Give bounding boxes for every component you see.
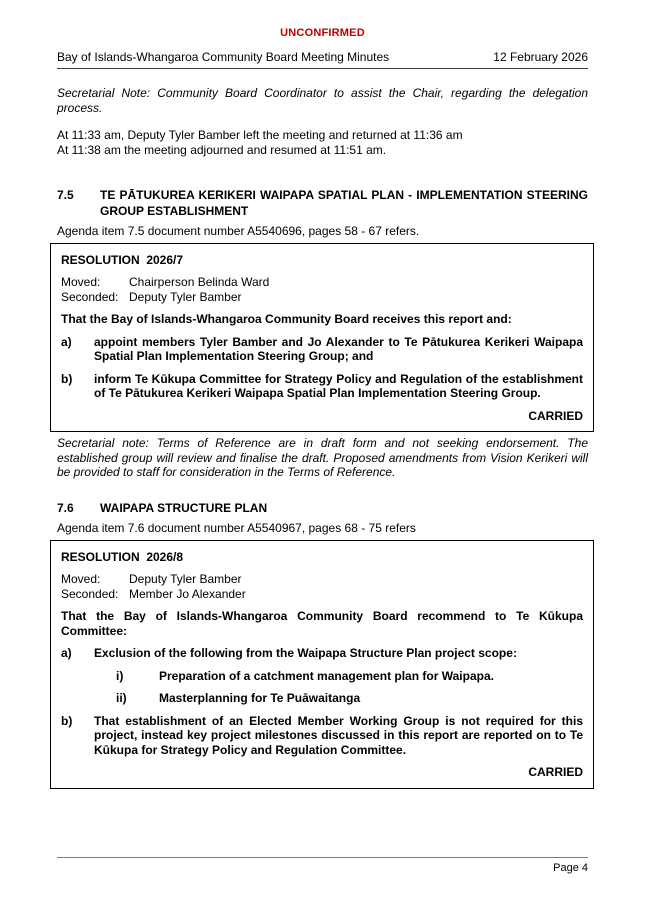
section-heading-7-6 [57,501,588,517]
moved-value: Deputy Tyler Bamber [129,572,242,586]
sub-item-ii [116,691,583,706]
item-text: That establishment of an Elected Member Working Group is not required for this project, instead key project milestones discussed in this report are reported on to Te Kūkupa for Strategy Policy and Regulation Committee. [94,713,583,757]
item-text: Exclusion of the following from the Waipapa Structure Plan project scope: [94,646,517,660]
item-text: Masterplanning for Te Puāwaitanga [159,691,361,705]
seconded-label: Seconded: [61,289,119,304]
heading-title: TE PĀTUKUREA KERIKERI WAIPAPA SPATIAL PLAN - IMPLEMENTATION STEERING GROUP ESTABLISHMENT [100,188,588,218]
header-title: Bay of Islands-Whangaroa Community Board Meeting Minutes [57,49,390,64]
header-date: 12 February 2026 [493,49,588,64]
seconded-value: Member Jo Alexander [129,586,246,601]
time-note: At 11:38 am the meeting adjourned and resumed at 11:51 am. [57,142,387,157]
item-marker: b) [61,713,73,728]
item-marker: ii) [116,691,127,705]
item-marker: a) [61,646,72,660]
item-marker: b) [61,371,73,386]
sub-item-list [116,669,583,706]
outcome-carried: CARRIED [528,765,583,779]
resolution-box-2026-7 [50,243,594,433]
item-text: Preparation of a catchment management plan for Waipapa. [159,668,494,683]
resolution-box-2026-8 [50,540,594,789]
resolution-item-b [61,714,583,758]
resolution-item-a [61,646,583,661]
heading-title: WAIPAPA STRUCTURE PLAN [100,500,268,515]
page-footer [57,857,588,876]
resolution-title: RESOLUTION 2026/8 [61,549,184,564]
post-resolution-note: Secretarial note: Terms of Reference are in draft form and not seeking endorsement. The established group will review and finalise the draft. Proposed amendments from Vision Kerikeri will be provided to staff for consideration in the Terms of Reference. [57,436,588,479]
moved-value: Chairperson Belinda Ward [129,275,270,289]
movers-block [61,275,583,304]
section-heading-7-5 [57,188,588,219]
agenda-reference: Agenda item 7.5 document number A5540696, pages 58 - 67 refers. [57,224,420,238]
resolution-item-b [61,372,583,401]
seconded-value: Deputy Tyler Bamber [129,289,242,304]
heading-number: 7.5 [57,188,74,202]
seconded-label: Seconded: [61,586,119,601]
item-marker: a) [61,334,72,349]
item-text: inform Te Kūkupa Committee for Strategy Policy and Regulation of the establishment of Te Pātukurea Kerikeri Waipapa Spatial Plan Implementation Steering Group. [94,371,583,400]
document-header [57,50,588,70]
page-number: Page 4 [553,862,588,874]
resolution-title: RESOLUTION 2026/7 [61,252,184,267]
moved-label: Moved: [61,572,101,586]
page-status: UNCONFIRMED [280,27,365,39]
outcome-carried: CARRIED [528,408,583,423]
resolution-item-a [61,335,583,364]
time-note: At 11:33 am, Deputy Tyler Bamber left the meeting and returned at 11:36 am [57,128,463,142]
time-notes [57,128,588,157]
secretarial-note: Secretarial Note: Community Board Coordinator to assist the Chair, regarding the delegation process. [57,86,588,115]
item-marker: i) [116,668,124,683]
heading-number: 7.6 [57,500,74,515]
sub-item-i [116,669,583,684]
resolution-preamble: That the Bay of Islands-Whangaroa Community Board receives this report and: [61,312,512,326]
item-text: appoint members Tyler Bamber and Jo Alexander to Te Pātukurea Kerikeri Waipapa Spatial Plan Implementation Steering Group; and [94,334,583,363]
agenda-reference: Agenda item 7.6 document number A5540967, pages 68 - 75 refers [57,521,416,535]
movers-block [61,572,583,601]
moved-label: Moved: [61,275,101,289]
resolution-preamble: That the Bay of Islands-Whangaroa Community Board recommend to Te Kūkupa Committee: [61,609,583,638]
